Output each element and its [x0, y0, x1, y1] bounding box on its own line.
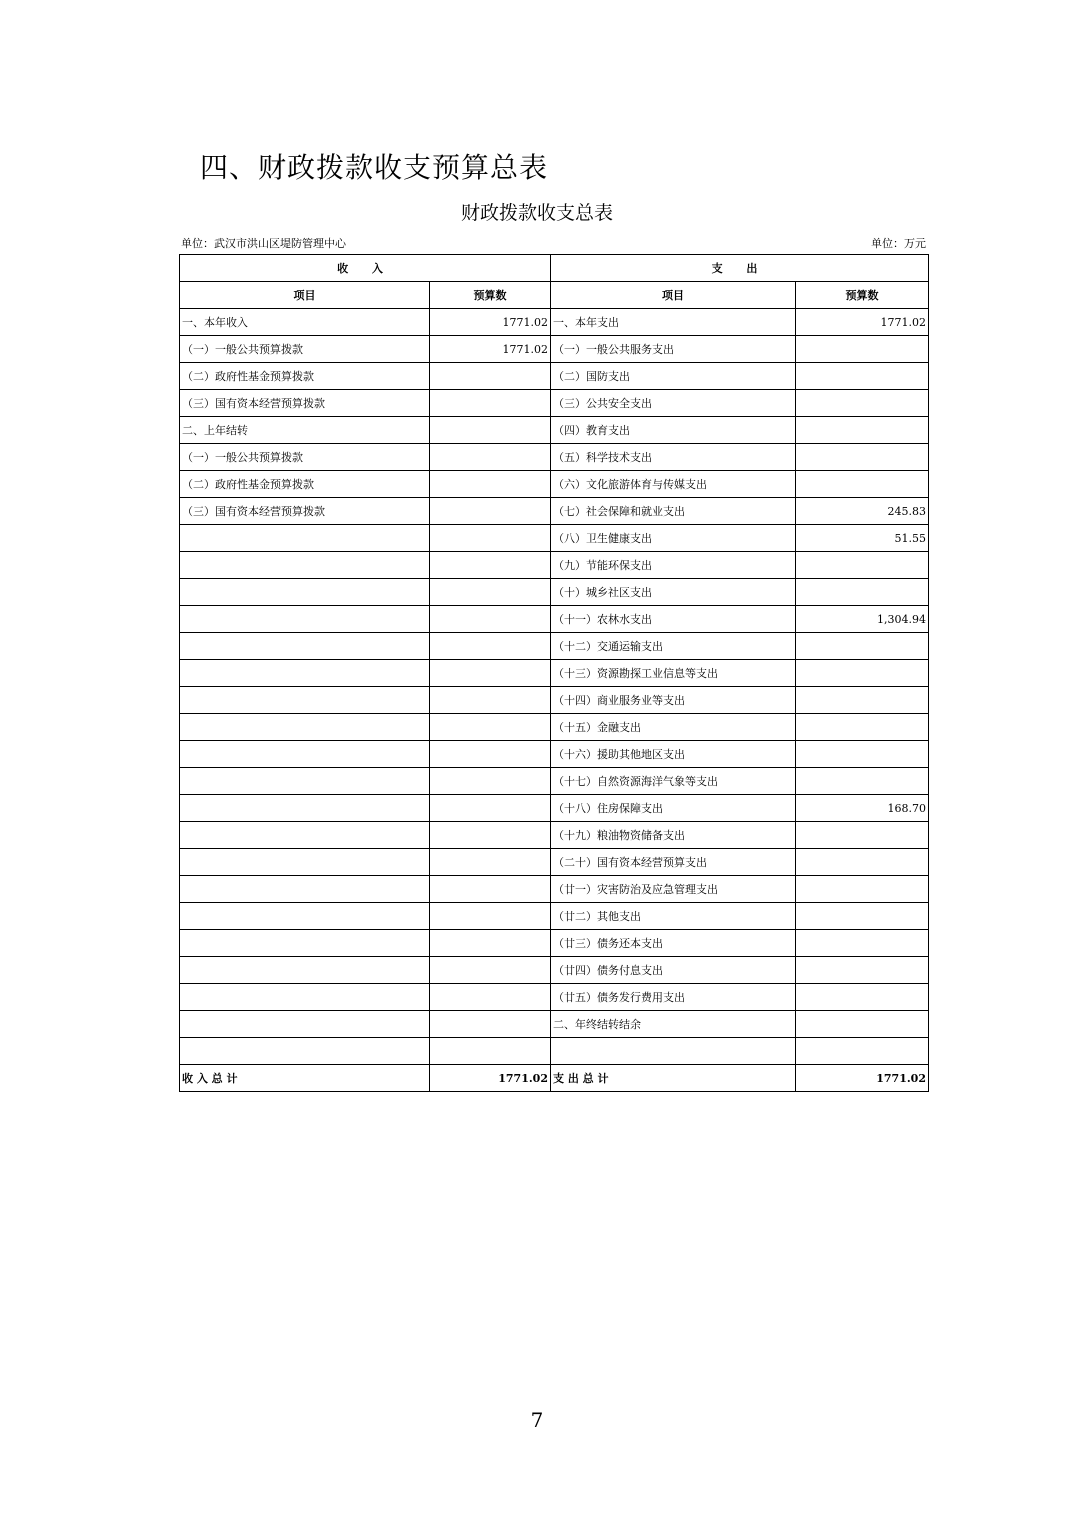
expense-item-cell: （一）一般公共服务支出	[551, 336, 796, 363]
income-budget-cell	[430, 525, 551, 552]
expense-budget-cell	[796, 768, 929, 795]
income-budget-cell	[430, 363, 551, 390]
expense-budget-cell	[796, 876, 929, 903]
table-row	[180, 903, 929, 930]
expense-item-cell: （廿三）债务还本支出	[551, 930, 796, 957]
income-budget-cell	[430, 498, 551, 525]
expense-item-cell: 二、年终结转结余	[551, 1011, 796, 1038]
table-row	[180, 579, 929, 606]
income-budget-cell	[430, 579, 551, 606]
expense-budget-cell	[796, 984, 929, 1011]
table-row	[180, 1038, 929, 1065]
income-item-cell	[180, 606, 430, 633]
income-budget-cell: 1771.02	[430, 336, 551, 363]
income-budget-cell	[430, 687, 551, 714]
income-item-cell	[180, 795, 430, 822]
expense-header: 支 出	[551, 255, 929, 282]
expense-item-cell: （三）公共安全支出	[551, 390, 796, 417]
income-budget-cell	[430, 741, 551, 768]
expense-budget-cell	[796, 930, 929, 957]
table-row	[180, 525, 929, 552]
budget-table	[179, 254, 929, 1092]
income-budget-column-header: 预算数	[430, 282, 551, 309]
income-budget-cell	[430, 552, 551, 579]
income-item-cell	[180, 822, 430, 849]
table-row	[180, 363, 929, 390]
expense-item-cell: （十二）交通运输支出	[551, 633, 796, 660]
table-row	[180, 1011, 929, 1038]
income-budget-cell	[430, 930, 551, 957]
income-item-cell	[180, 876, 430, 903]
expense-item-cell: （七）社会保障和就业支出	[551, 498, 796, 525]
income-budget-cell	[430, 795, 551, 822]
expense-item-cell: （十一）农林水支出	[551, 606, 796, 633]
expense-budget-cell: 51.55	[796, 525, 929, 552]
income-item-cell	[180, 579, 430, 606]
table-row	[180, 336, 929, 363]
income-budget-cell	[430, 957, 551, 984]
unit-currency: 单位：万元	[871, 237, 926, 250]
expense-budget-cell	[796, 660, 929, 687]
income-item-cell: 一、本年收入	[180, 309, 430, 336]
expense-budget-cell	[796, 1011, 929, 1038]
table-row	[180, 417, 929, 444]
income-item-cell	[180, 849, 430, 876]
table-row	[180, 633, 929, 660]
section-heading: 四、财政拨款收支预算总表	[200, 151, 549, 184]
expense-item-column-header: 项目	[551, 282, 796, 309]
income-budget-cell	[430, 633, 551, 660]
expense-item-cell: （二十）国有资本经营预算支出	[551, 849, 796, 876]
table-row	[180, 687, 929, 714]
income-budget-cell	[430, 606, 551, 633]
income-item-cell	[180, 741, 430, 768]
expense-budget-column-header: 预算数	[796, 282, 929, 309]
income-budget-cell	[430, 1011, 551, 1038]
income-item-cell	[180, 1011, 430, 1038]
income-budget-cell	[430, 903, 551, 930]
expense-budget-cell	[796, 849, 929, 876]
expense-item-cell: （十五）金融支出	[551, 714, 796, 741]
table-row	[180, 660, 929, 687]
expense-item-cell: （八）卫生健康支出	[551, 525, 796, 552]
income-budget-cell: 1771.02	[430, 309, 551, 336]
expense-item-cell: 一、本年支出	[551, 309, 796, 336]
income-item-cell: （三）国有资本经营预算拨款	[180, 390, 430, 417]
table-row	[180, 471, 929, 498]
income-budget-cell	[430, 822, 551, 849]
expense-budget-cell	[796, 1038, 929, 1065]
table-title: 财政拨款收支总表	[460, 202, 613, 224]
expense-item-cell: （十九）粮油物资储备支出	[551, 822, 796, 849]
expense-item-cell: （十八）住房保障支出	[551, 795, 796, 822]
income-item-cell: （三）国有资本经营预算拨款	[180, 498, 430, 525]
expense-budget-cell: 1,304.94	[796, 606, 929, 633]
income-budget-cell	[430, 876, 551, 903]
income-budget-cell	[430, 849, 551, 876]
expense-item-cell: （十七）自然资源海洋气象等支出	[551, 768, 796, 795]
table-row	[180, 849, 929, 876]
income-item-cell: （一）一般公共预算拨款	[180, 444, 430, 471]
income-budget-cell	[430, 714, 551, 741]
expense-item-cell	[551, 1038, 796, 1065]
income-item-cell	[180, 552, 430, 579]
income-item-cell: （二）政府性基金预算拨款	[180, 363, 430, 390]
table-row	[180, 930, 929, 957]
table-row	[180, 552, 929, 579]
expense-budget-cell: 245.83	[796, 498, 929, 525]
income-item-cell: （一）一般公共预算拨款	[180, 336, 430, 363]
expense-budget-cell: 1771.02	[796, 309, 929, 336]
income-item-cell	[180, 1038, 430, 1065]
table-row	[180, 714, 929, 741]
income-item-cell	[180, 633, 430, 660]
expense-item-cell: （廿四）债务付息支出	[551, 957, 796, 984]
expense-budget-cell	[796, 687, 929, 714]
income-budget-cell	[430, 1038, 551, 1065]
expense-budget-cell	[796, 417, 929, 444]
expense-item-cell: （十三）资源勘探工业信息等支出	[551, 660, 796, 687]
table-column-header	[180, 282, 929, 309]
expense-item-cell: （廿二）其他支出	[551, 903, 796, 930]
expense-budget-cell	[796, 741, 929, 768]
income-budget-cell	[430, 660, 551, 687]
income-budget-cell	[430, 984, 551, 1011]
table-row	[180, 957, 929, 984]
income-item-cell	[180, 714, 430, 741]
income-item-cell	[180, 687, 430, 714]
income-item-cell: （二）政府性基金预算拨款	[180, 471, 430, 498]
page-number: 7	[530, 1408, 544, 1432]
income-item-cell	[180, 768, 430, 795]
expense-budget-cell	[796, 552, 929, 579]
expense-total-label: 支 出 总 计	[551, 1065, 796, 1092]
income-header: 收 入	[180, 255, 551, 282]
expense-budget-cell	[796, 822, 929, 849]
income-budget-cell	[430, 390, 551, 417]
expense-item-cell: （十六）援助其他地区支出	[551, 741, 796, 768]
expense-budget-cell	[796, 579, 929, 606]
expense-budget-cell: 168.70	[796, 795, 929, 822]
income-item-cell	[180, 930, 430, 957]
expense-budget-cell	[796, 390, 929, 417]
income-item-column-header: 项目	[180, 282, 430, 309]
income-item-cell	[180, 984, 430, 1011]
expense-item-cell: （九）节能环保支出	[551, 552, 796, 579]
table-row	[180, 390, 929, 417]
expense-budget-cell	[796, 633, 929, 660]
table-row	[180, 309, 929, 336]
income-item-cell	[180, 525, 430, 552]
table-row	[180, 984, 929, 1011]
table-row	[180, 498, 929, 525]
expense-budget-cell	[796, 903, 929, 930]
expense-item-cell: （十）城乡社区支出	[551, 579, 796, 606]
table-total-row	[180, 1065, 929, 1092]
income-total-value: 1771.02	[430, 1065, 551, 1092]
expense-budget-cell	[796, 444, 929, 471]
table-row	[180, 768, 929, 795]
expense-budget-cell	[796, 363, 929, 390]
expense-item-cell: （六）文化旅游体育与传媒支出	[551, 471, 796, 498]
expense-budget-cell	[796, 714, 929, 741]
unit-organization: 单位：武汉市洪山区堤防管理中心	[181, 237, 346, 250]
income-budget-cell	[430, 417, 551, 444]
income-budget-cell	[430, 768, 551, 795]
expense-budget-cell	[796, 336, 929, 363]
expense-budget-cell	[796, 957, 929, 984]
income-budget-cell	[430, 471, 551, 498]
table-row	[180, 606, 929, 633]
expense-item-cell: （十四）商业服务业等支出	[551, 687, 796, 714]
income-item-cell	[180, 903, 430, 930]
table-row	[180, 795, 929, 822]
expense-item-cell: （二）国防支出	[551, 363, 796, 390]
expense-budget-cell	[796, 471, 929, 498]
income-item-cell	[180, 957, 430, 984]
income-total-label: 收 入 总 计	[180, 1065, 430, 1092]
expense-item-cell: （廿五）债务发行费用支出	[551, 984, 796, 1011]
expense-total-value: 1771.02	[796, 1065, 929, 1092]
income-item-cell: 二、上年结转	[180, 417, 430, 444]
expense-item-cell: （五）科学技术支出	[551, 444, 796, 471]
expense-item-cell: （四）教育支出	[551, 417, 796, 444]
table-row	[180, 822, 929, 849]
income-budget-cell	[430, 444, 551, 471]
table-group-header	[180, 255, 929, 282]
table-row	[180, 876, 929, 903]
income-item-cell	[180, 660, 430, 687]
expense-item-cell: （廿一）灾害防治及应急管理支出	[551, 876, 796, 903]
table-row	[180, 444, 929, 471]
table-row	[180, 741, 929, 768]
